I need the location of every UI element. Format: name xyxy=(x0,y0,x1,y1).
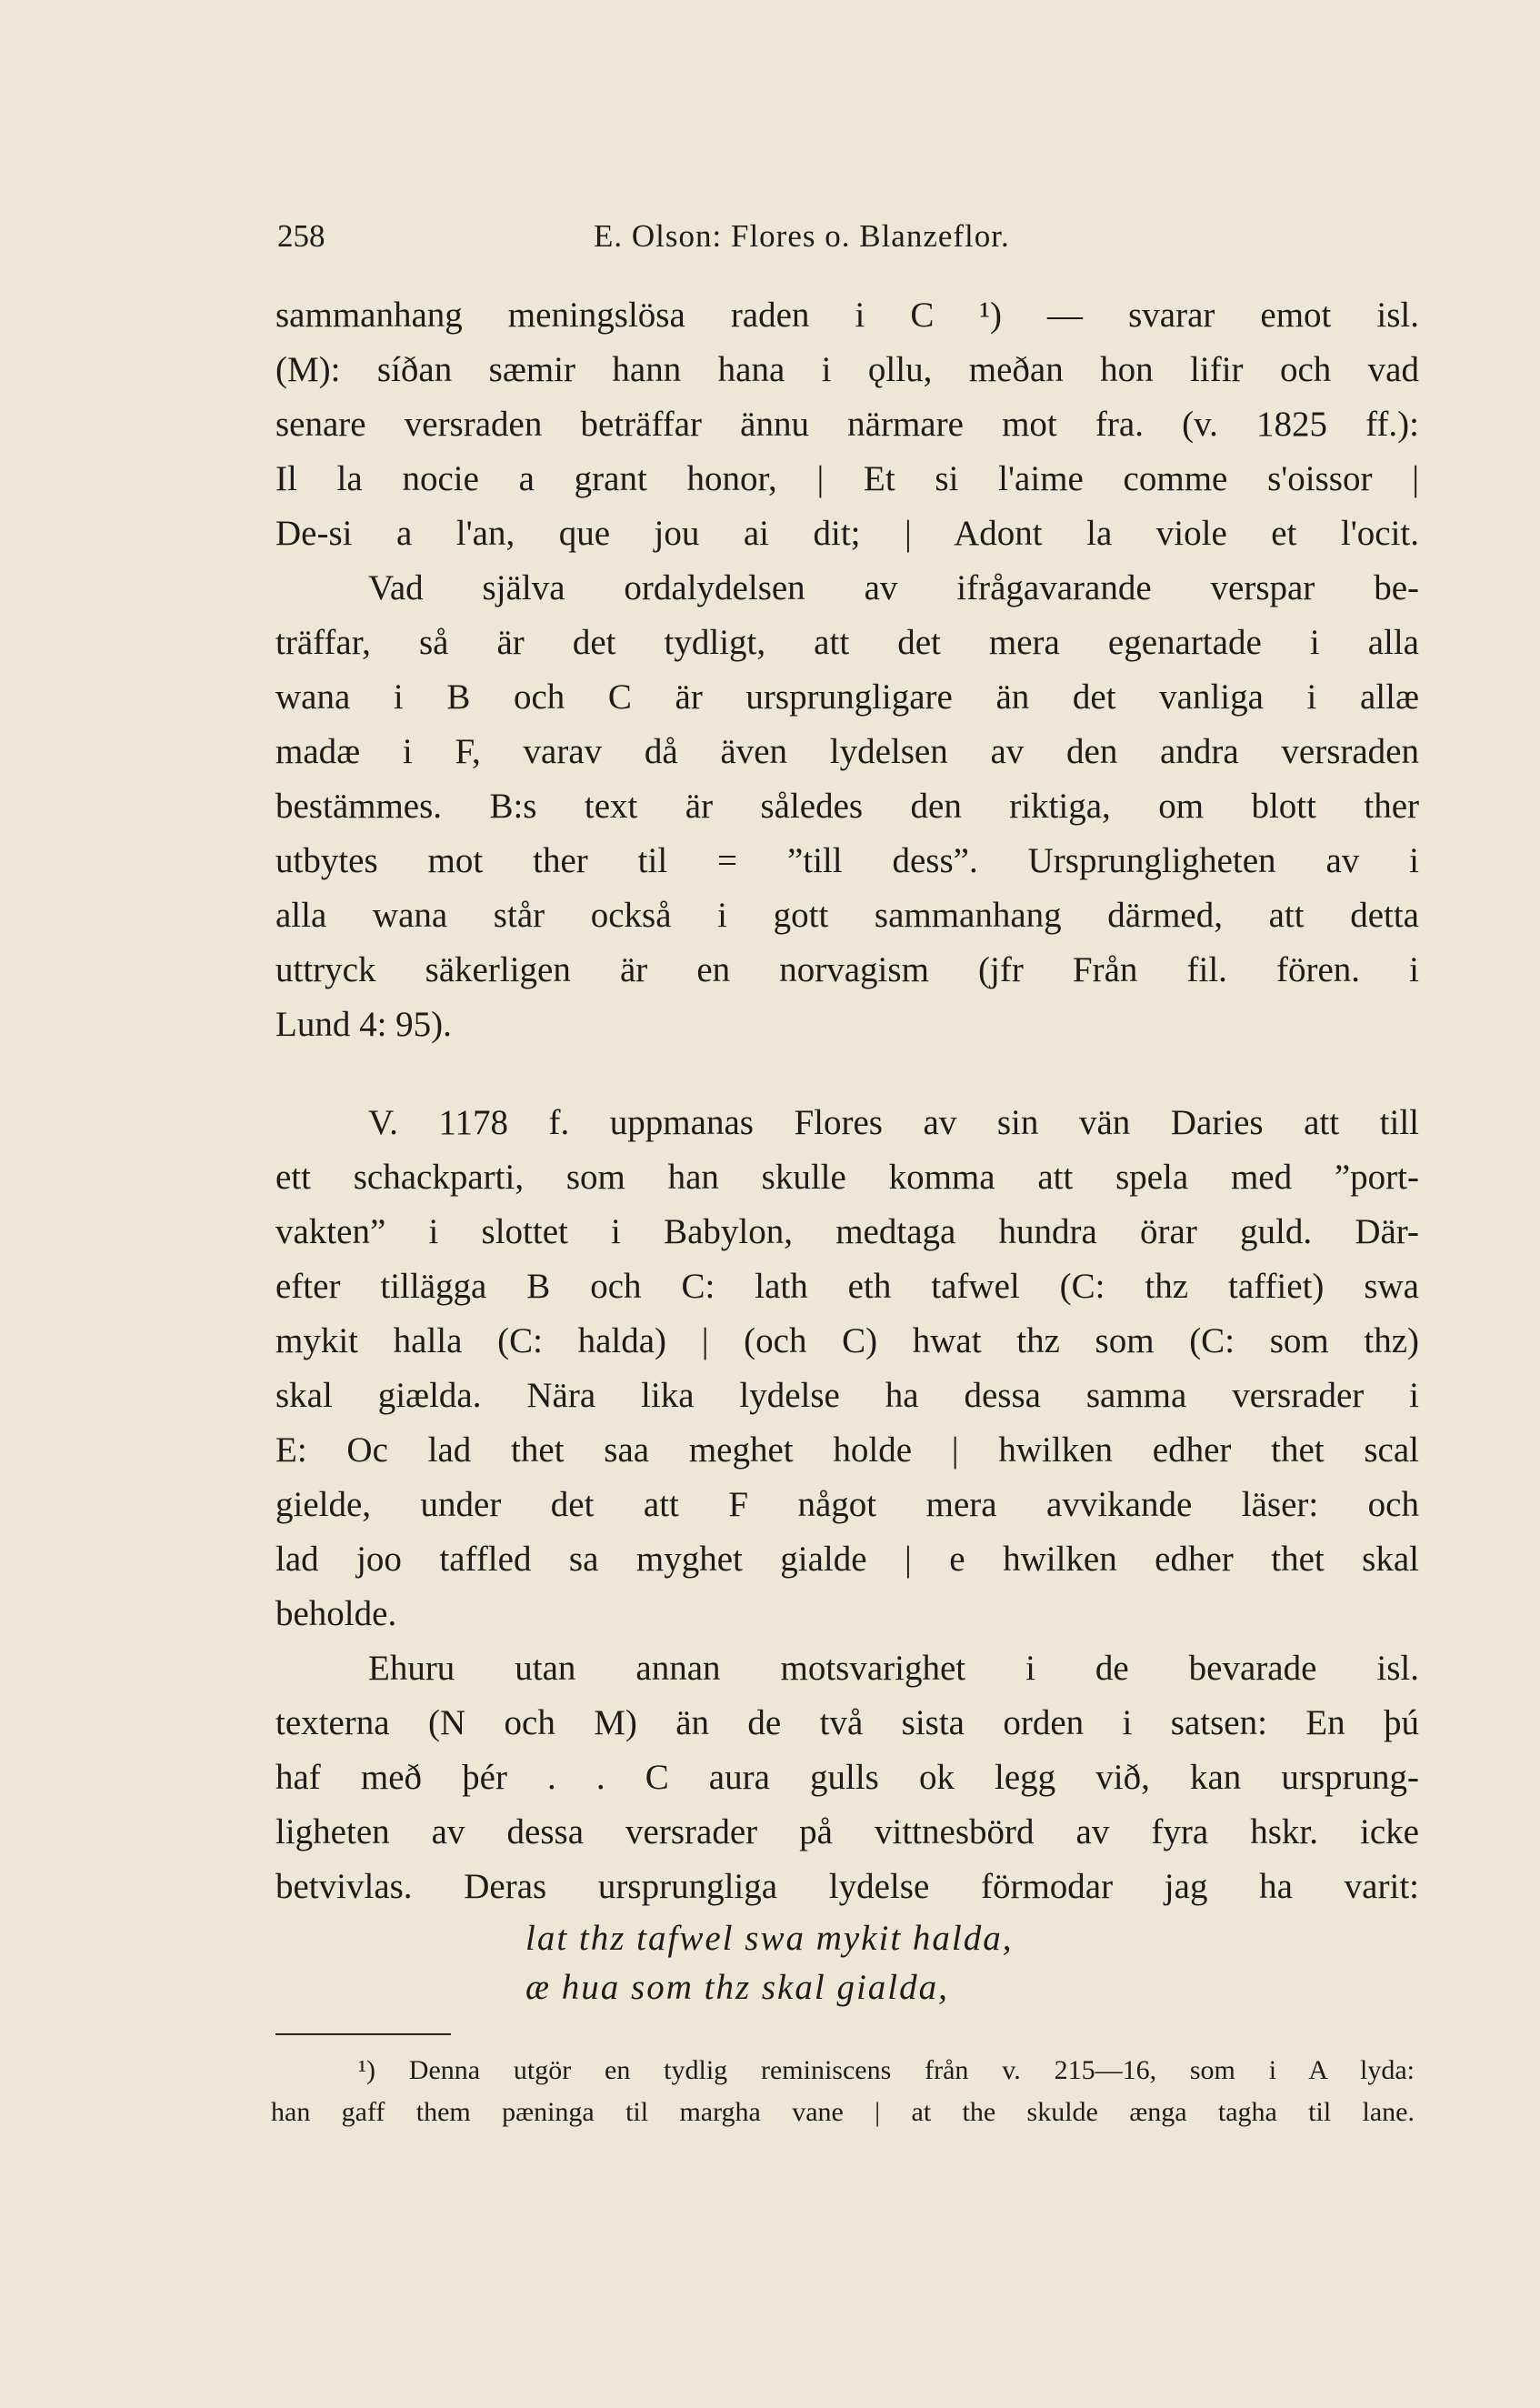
page-number: 258 xyxy=(277,218,325,254)
text-line: utbytes mot ther til = ”till dess”. Ursprungligheten av i xyxy=(275,841,1419,880)
text-line: mykit halla (C: halda) | (och C) hwat thz som (C: som thz) xyxy=(275,1321,1419,1360)
text-line: lad joo taffled sa myghet gialde | e hwilken edher thet skal xyxy=(275,1540,1419,1579)
text-line: Il la nocie a grant honor, | Et si l'aime comme s'oissor | xyxy=(275,459,1419,498)
verse-line: lat thz tafwel swa mykit halda, xyxy=(525,1919,1014,1958)
main-text xyxy=(275,288,1419,2012)
text-line: ligheten av dessa versrader på vittnesbörd av fyra hskr. icke xyxy=(275,1812,1419,1851)
text-line: bestämmes. B:s text är således den riktiga, om blott ther xyxy=(275,787,1419,826)
footnote-line: ¹) Denna utgör en tydlig reminiscens från v. 215—16, som i A lyda: xyxy=(358,2055,1415,2085)
text-line: texterna (N och M) än de två sista orden i satsen: En þú xyxy=(275,1703,1419,1742)
paragraph-gap xyxy=(275,1052,1419,1096)
text-line: betvivlas. Deras ursprungliga lydelse förmodar jag ha varit: xyxy=(275,1867,1419,1906)
footnote-line: han gaff them pæninga til margha vane | at the skulde ænga tagha til lane. xyxy=(271,2097,1415,2127)
text-line: Vad själva ordalydelsen av ifrågavarande verspar be- xyxy=(368,568,1419,607)
verse-line: æ hua som thz skal gialda, xyxy=(525,1968,949,2007)
running-head: E. Olson: Flores o. Blanzeflor. xyxy=(594,218,1010,254)
text-line: vakten” i slottet i Babylon, medtaga hundra örar guld. Där- xyxy=(275,1212,1419,1251)
text-line: skal giælda. Nära lika lydelse ha dessa samma versrader i xyxy=(275,1376,1419,1415)
footnote-rule xyxy=(275,2033,451,2035)
text-line: beholde. xyxy=(275,1594,397,1633)
text-line: gielde, under det att F något mera avvikande läser: och xyxy=(275,1485,1419,1524)
text-line: (M): síðan sæmir hann hana i ǫllu, meðan hon lifir och vad xyxy=(275,350,1419,389)
text-line: uttryck säkerligen är en norvagism (jfr Från fil. fören. i xyxy=(275,950,1419,989)
text-line: E: Oc lad thet saa meghet holde | hwilken edher thet scal xyxy=(275,1430,1419,1470)
text-line: V. 1178 f. uppmanas Flores av sin vän Daries att till xyxy=(368,1103,1419,1142)
text-line: wana i B och C är ursprungligare än det vanliga i allæ xyxy=(275,677,1419,717)
text-line: sammanhang meningslösa raden i C ¹) — svarar emot isl. xyxy=(275,296,1419,335)
text-line: träffar, så är det tydligt, att det mera egenartade i alla xyxy=(275,623,1419,662)
text-line: Ehuru utan annan motsvarighet i de bevarade isl. xyxy=(368,1649,1419,1688)
text-line: De-si a l'an, que jou ai dit; | Adont la viole et l'ocit. xyxy=(275,514,1419,553)
text-line: efter tillägga B och C: lath eth tafwel (C: thz taffiet) swa xyxy=(275,1267,1419,1306)
text-line: ett schackparti, som han skulle komma att spela med ”port- xyxy=(275,1158,1419,1197)
text-line: haf með þér . . C aura gulls ok legg við, kan ursprung- xyxy=(275,1758,1419,1797)
text-line: senare versraden beträffar ännu närmare mot fra. (v. 1825 ff.): xyxy=(275,405,1419,444)
text-line: madæ i F, varav då även lydelsen av den andra versraden xyxy=(275,732,1419,771)
text-line: alla wana står också i gott sammanhang därmed, att detta xyxy=(275,896,1419,935)
page-header xyxy=(277,218,1414,264)
text-line: Lund 4: 95). xyxy=(275,1005,452,1044)
footnote xyxy=(271,2050,1415,2133)
